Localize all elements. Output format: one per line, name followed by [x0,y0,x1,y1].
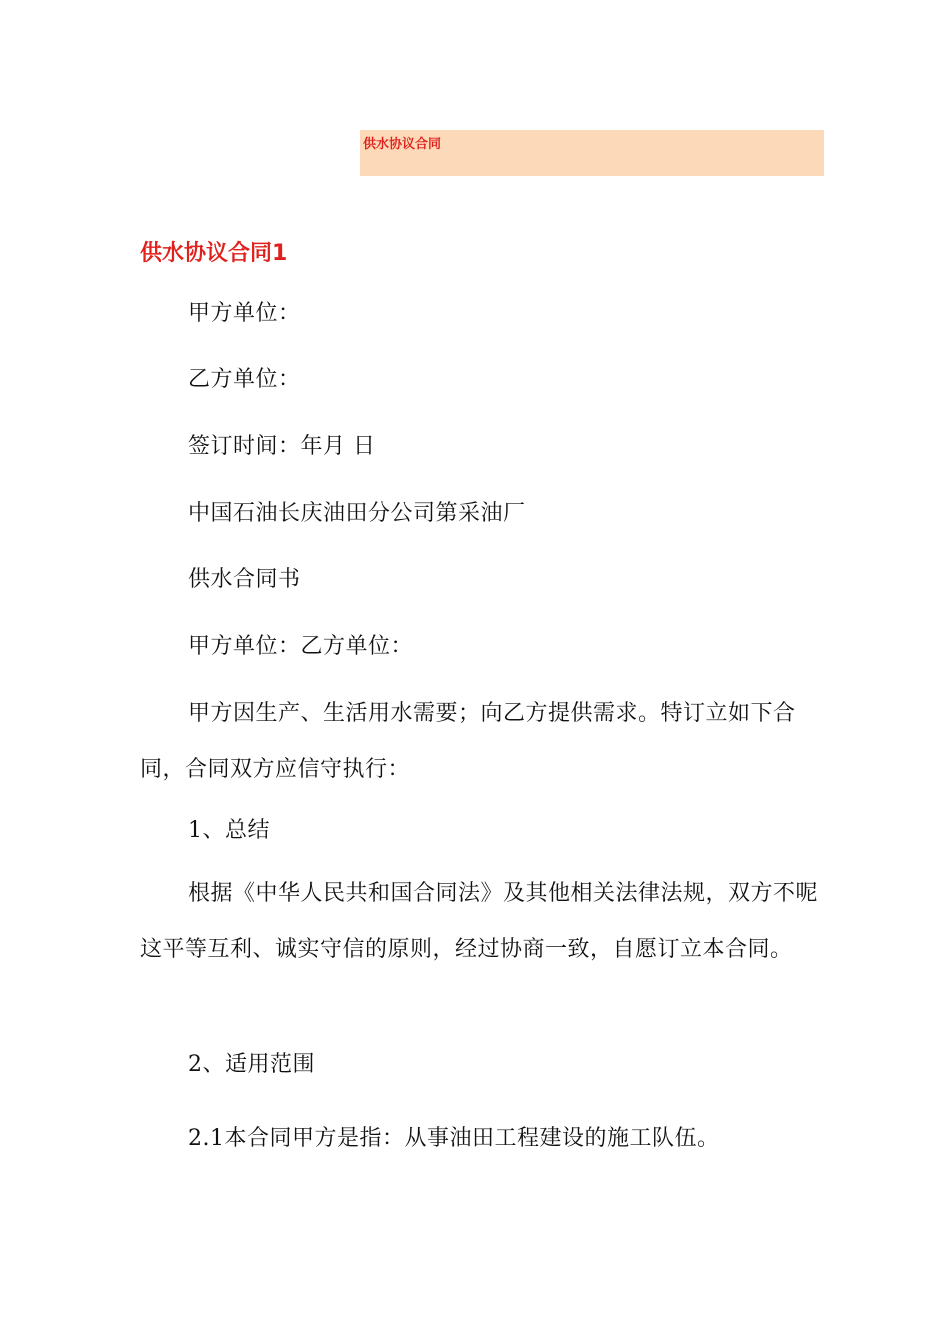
signing-date-line: 签订时间：年月 日 [188,434,376,459]
clause-2-1: 2.1本合同甲方是指：从事油田工程建设的施工队伍。 [188,1126,720,1151]
party-a-line: 甲方单位： [188,301,301,326]
contract-subtitle: 供水合同书 [188,567,301,592]
party-b-line: 乙方单位： [188,367,301,392]
running-header-band [360,130,824,176]
running-header-label: 供水协议合同 [363,137,442,152]
document-title: 供水协议合同1 [140,241,288,266]
parties-line: 甲方单位：乙方单位： [188,634,414,659]
section-2-heading: 2、适用范围 [188,1052,315,1077]
section-1-body: 根据《中华人民共和国合同法》及其他相关法律法规，双方不呢这平等互利、诚实守信的原则，经过协商一致，自愿订立本合同。 [140,881,819,962]
company-name-line: 中国石油长庆油田分公司第采油厂 [188,501,526,526]
section-1-heading: 1、总结 [188,818,270,843]
preamble-paragraph: 甲方因生产、生活用水需要；向乙方提供需求。特订立如下合同，合同双方应信守执行： [140,701,796,782]
